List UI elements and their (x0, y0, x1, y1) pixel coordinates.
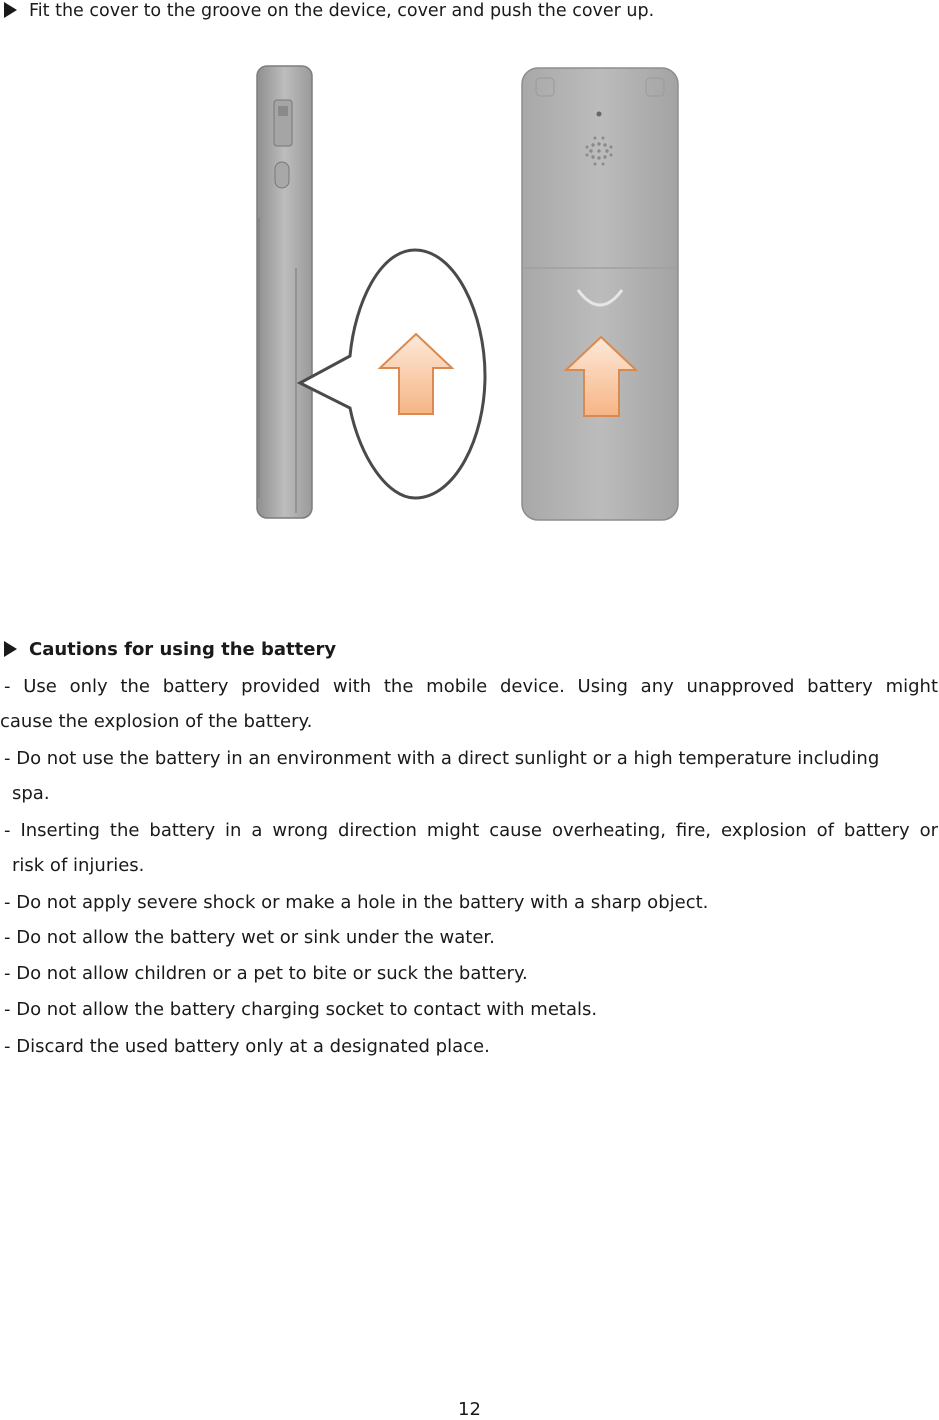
caution-item-continued (4, 776, 938, 811)
instruction-text: Fit the cover to the groove on the device, cover and push the cover up. (29, 1, 655, 21)
instruction-line (4, 0, 654, 22)
caution-line: - Do not apply severe shock or make a hole in the battery with a sharp object. (4, 892, 709, 913)
caution-item (4, 669, 938, 704)
caution-line: - Discard the used battery only at a designated place. (4, 1036, 490, 1057)
caution-line: cause the explosion of the battery. (0, 711, 313, 732)
caution-item-continued (4, 848, 938, 883)
device-side-view-icon (257, 66, 312, 518)
caution-line: - Use only the battery provided with the mobile device. Using any unapproved battery might (4, 676, 938, 697)
caution-item (4, 1029, 938, 1064)
battery-cover-figure (240, 58, 690, 528)
caution-line: - Do not allow children or a pet to bite or suck the battery. (4, 963, 528, 984)
caution-item (4, 741, 938, 776)
caution-line: spa. (12, 783, 50, 804)
device-back-view-icon (522, 68, 678, 520)
caution-line: - Do not use the battery in an environment with a direct sunlight or a high temperature including (4, 748, 880, 769)
caution-item (4, 885, 938, 920)
caution-item (4, 813, 938, 848)
caution-item (4, 992, 938, 1027)
callout-bubble-icon (300, 250, 485, 498)
cautions-heading (4, 639, 336, 661)
page-number: 12 (458, 1399, 481, 1420)
triangle-bullet-icon (4, 2, 17, 18)
caution-item-continued (0, 704, 934, 739)
caution-item (4, 920, 938, 955)
caution-line: - Inserting the battery in a wrong direction might cause overheating, fire, explosion of battery or (4, 820, 938, 841)
caution-line: - Do not allow the battery charging socket to contact with metals. (4, 999, 598, 1020)
caution-item (4, 956, 938, 991)
caution-line: - Do not allow the battery wet or sink under the water. (4, 927, 495, 948)
caution-line: risk of injuries. (12, 855, 145, 876)
cautions-heading-text: Cautions for using the battery (29, 639, 337, 660)
triangle-bullet-icon (4, 641, 17, 657)
